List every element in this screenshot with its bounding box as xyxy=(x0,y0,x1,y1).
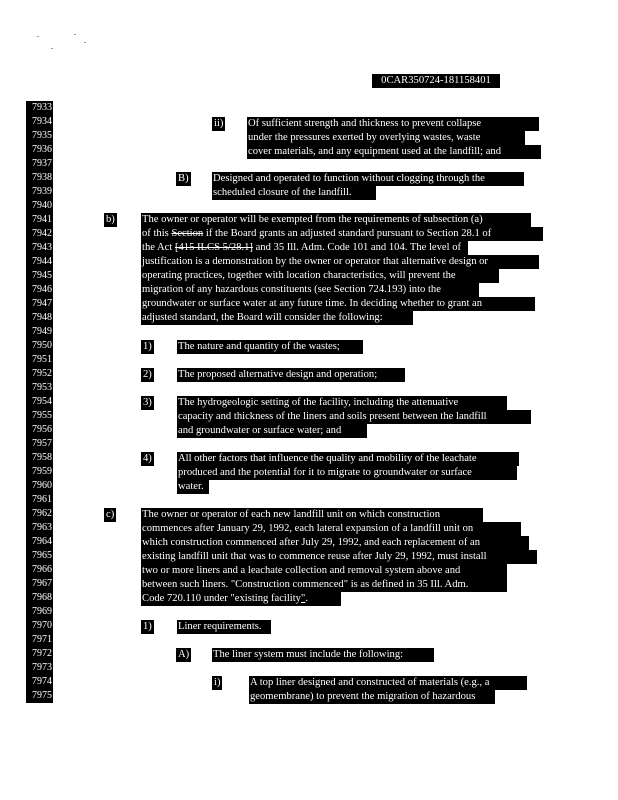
line-number: 7933 xyxy=(26,101,53,115)
text-line: The proposed alternative design and operation; xyxy=(177,368,405,382)
text-line: between such liners. "Construction commenced" is as defined in 35 Ill. Adm. xyxy=(141,578,507,592)
line-number: 7938 xyxy=(26,171,53,185)
text-line-with-strike xyxy=(141,241,468,255)
text-line: The owner or operator of each new landfill unit on which construction xyxy=(141,508,483,522)
line-number: 7967 xyxy=(26,577,53,591)
item-label-c: c) xyxy=(106,509,115,520)
line-number: 7971 xyxy=(26,633,53,647)
text-line: two or more liners and a leachate collection and removal system above and xyxy=(141,564,507,578)
line-number: 7936 xyxy=(26,143,53,157)
text-line-with-underline xyxy=(141,592,341,606)
underlined-text: " xyxy=(300,593,306,604)
text-line: and groundwater or surface water; and xyxy=(177,424,367,438)
text-line: adjusted standard, the Board will consider the following: xyxy=(141,311,413,325)
line-number: 7964 xyxy=(26,535,53,549)
line-number: 7944 xyxy=(26,255,53,269)
line-number: 7973 xyxy=(26,661,53,675)
line-number: 7958 xyxy=(26,451,53,465)
item-label-b1: 1) xyxy=(143,341,152,352)
scan-speck xyxy=(51,48,53,49)
text-segment: . xyxy=(305,593,308,604)
line-number: 7951 xyxy=(26,353,53,367)
line-number: 7950 xyxy=(26,339,53,353)
line-number: 7968 xyxy=(26,591,53,605)
struck-text: [415 ILCS 5/28.1] xyxy=(174,242,253,253)
line-number: 7952 xyxy=(26,367,53,381)
line-number: 7970 xyxy=(26,619,53,633)
text-line: water. xyxy=(177,480,209,494)
text-line: The owner or operator will be exempted from the requirements of subsection (a) xyxy=(141,213,531,227)
line-number: 7940 xyxy=(26,199,53,213)
text-segment: the Act xyxy=(142,242,175,253)
line-number: 7954 xyxy=(26,395,53,409)
text-line: groundwater or surface water at any future time. In deciding whether to grant an xyxy=(141,297,535,311)
line-number: 7945 xyxy=(26,269,53,283)
line-number: 7965 xyxy=(26,549,53,563)
line-number: 7960 xyxy=(26,479,53,493)
line-number: 7939 xyxy=(26,185,53,199)
line-number: 7959 xyxy=(26,465,53,479)
line-number: 7941 xyxy=(26,213,53,227)
line-number: 7957 xyxy=(26,437,53,451)
text-line: geomembrane) to prevent the migration of hazardous xyxy=(249,690,495,704)
text-line: commences after January 29, 1992, each lateral expansion of a landfill unit on xyxy=(141,522,521,536)
text-segment: of this xyxy=(142,228,172,239)
line-number: 7956 xyxy=(26,423,53,437)
line-number: 7975 xyxy=(26,689,53,703)
text-line: The nature and quantity of the wastes; xyxy=(177,340,363,354)
text-line: existing landfill unit that was to commence reuse after July 29, 1992, must install xyxy=(141,550,537,564)
line-number: 7955 xyxy=(26,409,53,423)
text-line: produced and the potential for it to migrate to groundwater or surface xyxy=(177,466,517,480)
text-line: cover materials, and any equipment used at the landfill; and xyxy=(247,145,541,159)
text-line: All other factors that influence the quality and mobility of the leachate xyxy=(177,452,519,466)
text-line: which construction commenced after July 29, 1992, and each replacement of an xyxy=(141,536,529,550)
text-line: justification is a demonstration by the owner or operator that alternative design or xyxy=(141,255,539,269)
text-line: migration of any hazardous constituents (see Section 724.193) into the xyxy=(141,283,479,297)
scan-speck xyxy=(37,36,39,37)
line-number: 7935 xyxy=(26,129,53,143)
line-number: 7949 xyxy=(26,325,53,339)
line-number: 7934 xyxy=(26,115,53,129)
line-number: 7974 xyxy=(26,675,53,689)
item-label-b: b) xyxy=(106,214,115,225)
text-line: scheduled closure of the landfill. xyxy=(212,186,376,200)
line-number: 7947 xyxy=(26,297,53,311)
line-number: 7963 xyxy=(26,521,53,535)
line-number: 7943 xyxy=(26,241,53,255)
line-number: 7966 xyxy=(26,563,53,577)
item-label-b3: 3) xyxy=(143,397,152,408)
struck-text: Section xyxy=(171,228,204,239)
text-line: Liner requirements. xyxy=(177,620,271,634)
text-line: A top liner designed and constructed of materials (e.g., a xyxy=(249,676,527,690)
line-number: 7948 xyxy=(26,311,53,325)
text-segment: and 35 Ill. Adm. Code 101 and 104. The level of xyxy=(252,242,462,253)
text-line: under the pressures exerted by overlying wastes, waste xyxy=(247,131,525,145)
text-line: operating practices, together with location characteristics, will prevent the xyxy=(141,269,499,283)
text-line: The hydrogeologic setting of the facility, including the attenuative xyxy=(177,396,507,410)
scan-speck xyxy=(84,42,86,43)
text-segment: Code 720.110 under "existing facility xyxy=(142,593,301,604)
item-label-B: B) xyxy=(178,173,189,184)
line-number: 7969 xyxy=(26,605,53,619)
item-label-ii: ii) xyxy=(214,118,224,129)
text-line: The liner system must include the following: xyxy=(212,648,434,662)
line-number: 7937 xyxy=(26,157,53,171)
item-label-c1: 1) xyxy=(143,621,152,632)
document-code-header: 0CAR350724-181158401 xyxy=(372,74,500,88)
scan-speck xyxy=(74,34,76,35)
item-label-b2: 2) xyxy=(143,369,152,380)
text-line: Of sufficient strength and thickness to prevent collapse xyxy=(247,117,539,131)
text-line: capacity and thickness of the liners and soils present between the landfill xyxy=(177,410,531,424)
text-line-with-strike xyxy=(141,227,543,241)
line-number: 7972 xyxy=(26,647,53,661)
line-number: 7946 xyxy=(26,283,53,297)
line-number: 7953 xyxy=(26,381,53,395)
line-number: 7962 xyxy=(26,507,53,521)
text-segment: if the Board grants an adjusted standard pursuant to Section 28.1 of xyxy=(203,228,492,239)
item-label-b4: 4) xyxy=(143,453,152,464)
item-label-ci: i) xyxy=(214,677,221,688)
line-number: 7942 xyxy=(26,227,53,241)
line-number: 7961 xyxy=(26,493,53,507)
text-line: Designed and operated to function without clogging through the xyxy=(212,172,524,186)
item-label-cA: A) xyxy=(178,649,190,660)
